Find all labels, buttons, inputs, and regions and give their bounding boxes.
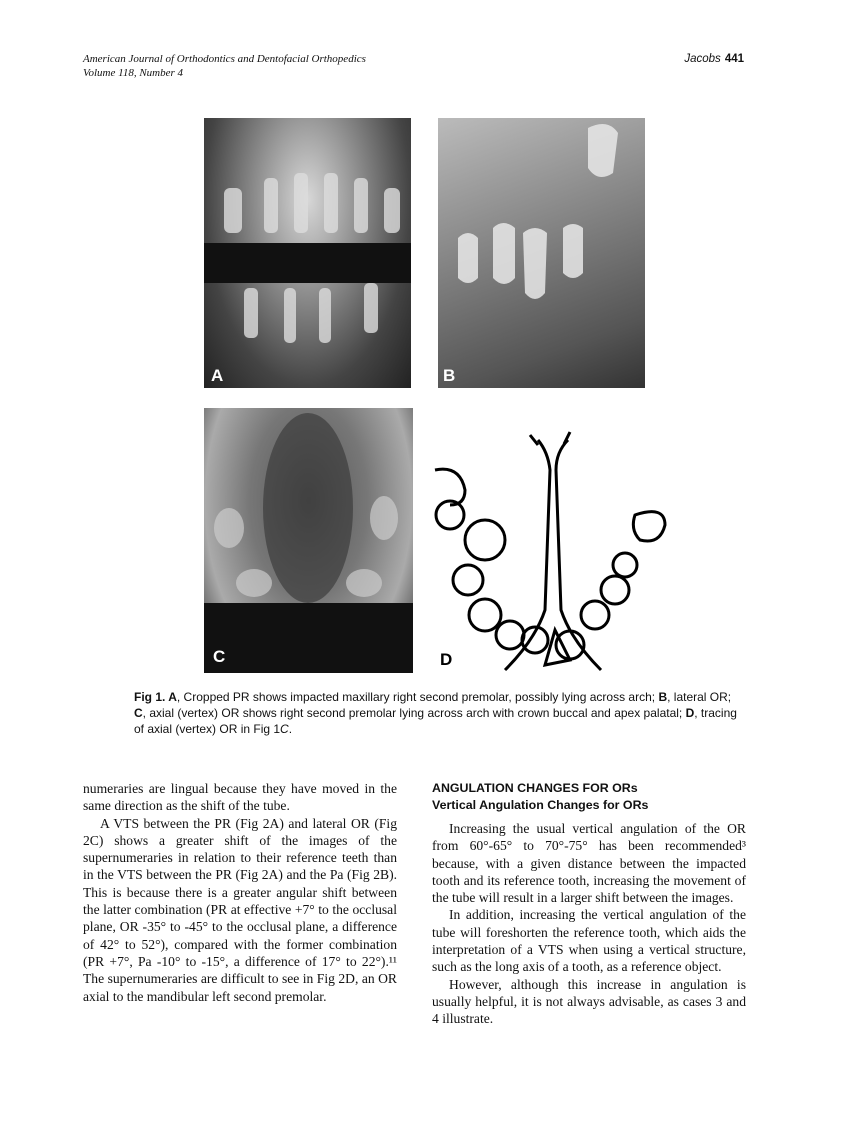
panel-label-d: D [440,650,453,669]
caption-bold: D [685,706,695,720]
caption-bold: B [658,690,668,704]
running-header [83,52,366,80]
figure-caption [134,689,744,737]
radiograph-image [438,118,645,388]
right-column [432,780,746,1028]
journal-volume: Volume 118, Number 4 [83,67,184,79]
radiograph-image [204,408,413,673]
panel-label-c: C [213,647,226,666]
page-header-right [684,52,744,66]
subsection-heading: Vertical Angulation Changes for ORs [432,798,649,812]
section-heading: ANGULATION CHANGES FOR ORs [432,781,638,795]
paragraph: Increasing the usual vertical angulation of the OR from 60°-65° to 70°-75° has been recommended³ because, with a given distance between the impacted tooth and its reference tooth, increasing the movement of the tube will result in a larger shift between the images. [432,821,746,906]
paragraph: A VTS between the PR (Fig 2A) and lateral OR (Fig 2C) shows a greater shift of the images of the supernumeraries in relation to their reference teeth than in the VTS between the PR (Fig 2A) and the Pa (Fig 2B). This is because there is a greater angular shift between the latter combination (PR at effective +7° to the occlusal plane, OR -35° to -45° to the occlusal plane, a difference of 42° to 52°), compared with the former combination (PR +7°, Pa -10° to -15°, a difference of 17° to 22°).¹¹ The supernumeraries are difficult to see in Fig 2D, an OR axial to the mandibular left second premolar. [83,815,397,1004]
figure-panel-a-radiograph [204,118,411,388]
caption-text: , axial (vertex) OR shows right second premolar lying across arch with crown buccal and apex palatal; [142,706,686,720]
caption-bold: Fig 1. A [134,690,177,704]
radiograph-image [204,118,411,388]
caption-text: , Cropped PR shows impacted maxillary right second premolar, possibly lying across arch; [176,690,659,704]
caption-text: . [288,722,293,736]
panel-label-a: A [211,366,224,385]
figure-panel-c-radiograph [204,408,413,673]
left-column [83,780,397,1005]
figure-panel-d-tracing [430,420,675,675]
author: Jacobs [684,53,721,65]
caption-text: , tracing of axial (vertex) OR in Fig 1 [134,706,737,736]
figure-panel-b-radiograph [438,118,645,388]
page-number: 441 [724,53,744,65]
tracing-drawing [430,420,675,675]
caption-bold: C [134,706,143,720]
paragraph: However, although this increase in angulation is usually helpful, it is not always advisable, as cases 3 and 4 illustrate. [432,976,746,1027]
caption-italic: C [280,722,289,736]
panel-label-b: B [443,366,456,385]
caption-text: , lateral OR; [667,690,732,704]
journal-name: American Journal of Orthodontics and Dentofacial Orthopedics [83,53,366,65]
paragraph: numeraries are lingual because they have moved in the same direction as the shift of the tube. [83,781,397,814]
paragraph: In addition, increasing the vertical angulation of the tube will foreshorten the reference tooth, which aids the interpretation of a VTS when using a vertical structure, such as the long axis of a tooth, as a reference object. [432,907,746,975]
